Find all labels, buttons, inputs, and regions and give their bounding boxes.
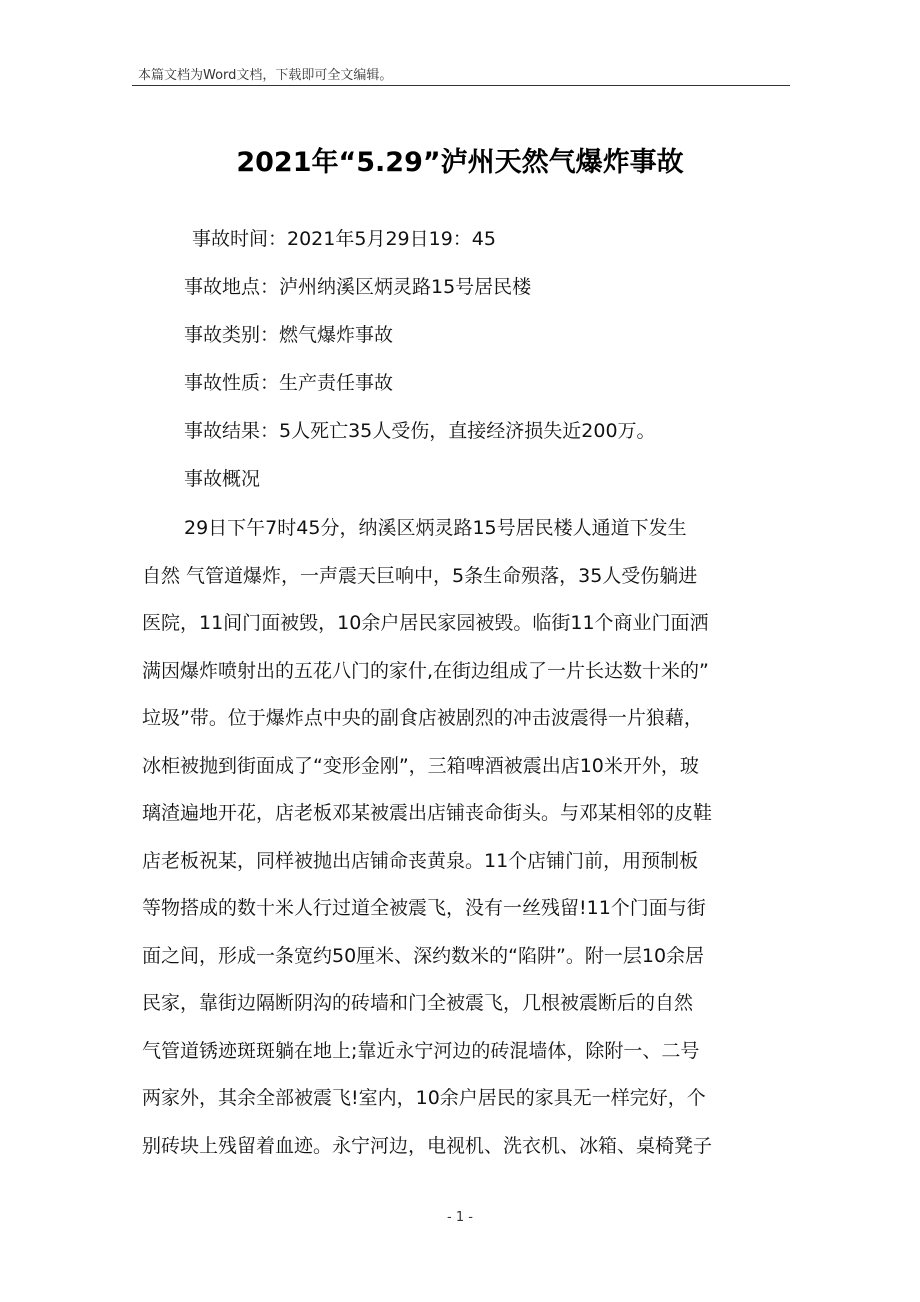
header-note: 本篇文档为Word文档，下载即可全文编辑。 bbox=[138, 68, 393, 83]
body-line: 面之间，形成一条宽约50厘米、深约数米的“陷阱”。附一层10余居 bbox=[142, 944, 705, 967]
field-accident-result: 事故结果：5人死亡35人受伤，直接经济损失近200万。 bbox=[184, 420, 656, 442]
body-paragraph bbox=[142, 505, 780, 1170]
header-divider bbox=[132, 85, 790, 86]
body-line: 医院，11间门面被毁，10余户居民家园被毁。临街11个商业门面洒 bbox=[142, 612, 709, 634]
document-title: 2021年“5.29”泸州天然气爆炸事故 bbox=[236, 147, 684, 178]
body-line: 店老板祝某，同样被抛出店铺命丧黄泉。11个店铺门前，用预制板 bbox=[142, 849, 699, 872]
body-line: 29日下午7时45分，纳溪区炳灵路15号居民楼人通道下发生 bbox=[184, 517, 687, 539]
body-line: 璃渣遍地开花，店老板邓某被震出店铺丧命街头。与邓某相邻的皮鞋 bbox=[142, 802, 713, 824]
body-line: 冰柜被抛到街面成了“变形金刚”，三箱啤酒被震出店10米开外，玻 bbox=[142, 754, 699, 777]
body-line: 垃圾”带。位于爆炸点中央的副食店被剧烈的冲击波震得一片狼藉， bbox=[142, 707, 703, 729]
body-line: 别砖块上残留着血迹。永宁河边，电视机、洗衣机、冰箱、桌椅凳子 bbox=[142, 1134, 713, 1157]
body-line: 民家，靠街边隔断阴沟的砖墙和门全被震飞，几根被震断后的自然 bbox=[142, 992, 694, 1014]
body-line: 自然 气管道爆炸，一声震天巨响中，5条生命殒落，35人受伤躺进 bbox=[142, 564, 698, 587]
field-accident-location: 事故地点：泸州纳溪区炳灵路15号居民楼 bbox=[184, 276, 532, 298]
field-accident-category: 事故类别：燃气爆炸事故 bbox=[184, 324, 394, 346]
section-heading-overview: 事故概况 bbox=[184, 468, 261, 490]
body-line: 等物搭成的数十米人行过道全被震飞，没有一丝残留!11个门面与街 bbox=[142, 897, 706, 919]
body-line: 满因爆炸喷射出的五花八门的家什,在街边组成了一片长达数十米的” bbox=[142, 659, 709, 682]
field-accident-time: 事故时间：2021年5月29日19：45 bbox=[192, 228, 496, 250]
page-number: - 1 - bbox=[447, 1210, 473, 1225]
body-line: 气管道锈迹斑斑躺在地上;靠近永宁河边的砖混墙体，除附一、二号 bbox=[142, 1039, 700, 1062]
field-accident-nature: 事故性质：生产责任事故 bbox=[184, 372, 394, 394]
body-line: 两家外，其余全部被震飞!室内，10余户居民的家具无一样完好，个 bbox=[142, 1087, 706, 1109]
